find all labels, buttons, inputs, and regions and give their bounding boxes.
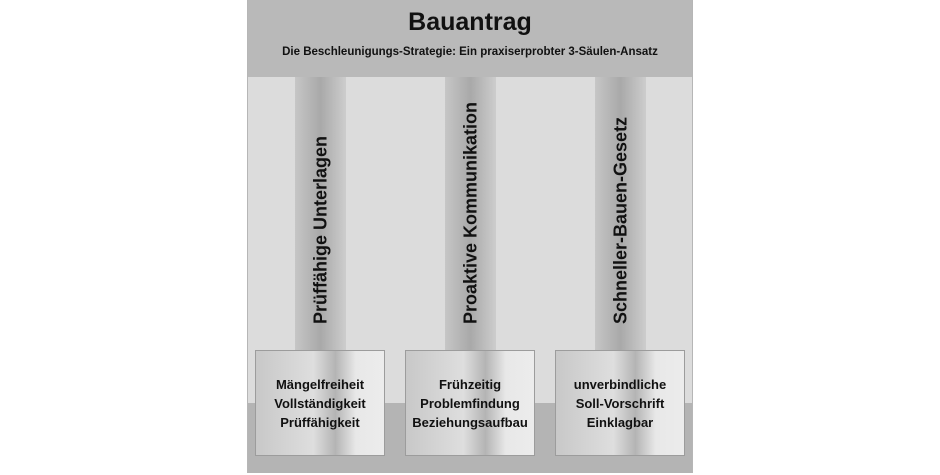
pillar-3 bbox=[595, 77, 646, 351]
pillar-1-item-1: Mängelfreiheit bbox=[275, 376, 365, 392]
pillar-1-item-2: Vollständigkeit bbox=[274, 395, 366, 411]
pillar-2-label: Proaktive Kommunikation bbox=[460, 101, 480, 324]
pillars-diagram bbox=[247, 0, 693, 473]
pillar-2-item-1: Frühzeitig bbox=[438, 376, 502, 392]
pillar-1-base-box bbox=[255, 350, 385, 456]
roof bbox=[248, 0, 692, 77]
pillar-3-base-box bbox=[555, 350, 685, 456]
pillar-2 bbox=[445, 77, 496, 351]
pillar-1 bbox=[295, 77, 346, 351]
pillar-2-base-box bbox=[405, 350, 535, 456]
pillar-3-item-3: Einklagbar bbox=[586, 414, 654, 430]
pillar-1-label: Prüffähige Unterlagen bbox=[310, 135, 330, 324]
pillar-2-item-3: Beziehungsaufbau bbox=[412, 414, 528, 430]
pillar-3-label: Schneller-Bauen-Gesetz bbox=[610, 116, 630, 324]
diagram-title: Bauantrag bbox=[408, 8, 532, 36]
pillar-3-item-2: Soll-Vorschrift bbox=[575, 395, 665, 411]
pillar-1-item-3: Prüffähigkeit bbox=[280, 414, 360, 430]
pillar-3-item-1: unverbindliche bbox=[573, 376, 667, 392]
pillar-2-item-2: Problemfindung bbox=[420, 395, 520, 411]
diagram-subtitle: Die Beschleunigungs-Strategie: Ein praxiserprobter 3-Säulen-Ansatz bbox=[282, 46, 658, 58]
